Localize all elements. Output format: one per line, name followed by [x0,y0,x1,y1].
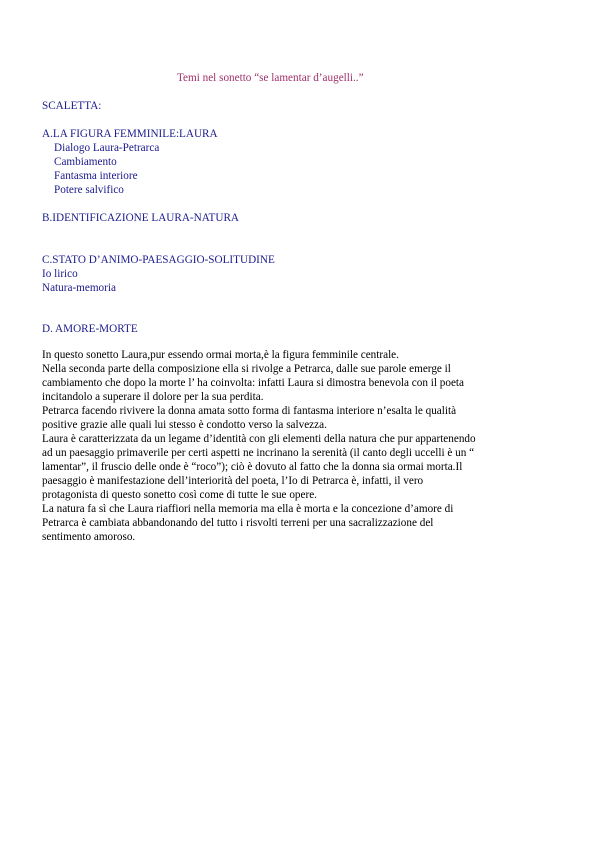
body-line: cambiamento che dopo la morte l’ ha coinvolta: infatti Laura si dimostra benevola con il poeta [42,377,464,389]
section-a-item: Potere salvifico [54,184,124,196]
body-line: positive grazie alle quali lui stesso è condotto verso la salvezza. [42,419,327,431]
body-line: Petrarca facendo rivivere la donna amata sotto forma di fantasma interiore n’esalta le qualità [42,405,457,417]
section-d-heading: D. AMORE-MORTE [42,323,138,335]
section-c-item: Io lirico [42,268,78,280]
body-line: In questo sonetto Laura,pur essendo ormai morta,è la figura femminile centrale. [42,349,399,361]
section-a-item: Cambiamento [54,156,117,168]
body-line: La natura fa sì che Laura riaffiori nella memoria ma ella è morta e la concezione d’amore di [42,503,454,515]
section-a-heading: A.LA FIGURA FEMMINILE:LAURA [42,128,218,140]
section-b-heading: B.IDENTIFICAZIONE LAURA-NATURA [42,212,240,224]
body-line: incitandolo a superare il dolore per la sua perdita. [42,391,264,403]
body-line: paesaggio è manifestazione dell’interiorità del poeta, l’Io di Petrarca è, infatti, il vero [42,475,424,487]
outline-heading: SCALETTA: [42,100,102,112]
body-line: protagonista di questo sonetto così come di tutte le sue opere. [42,489,317,501]
section-c-heading: C.STATO D’ANIMO-PAESAGGIO-SOLITUDINE [42,254,275,266]
body-line: ad un paesaggio primaverile per certi aspetti ne incrinano la serenità (il canto degli uccelli è un “ [42,447,475,459]
body-line: lamentar”, il fruscio delle onde è “roco”); ciò è dovuto al fatto che la donna sia ormai morta.Il [42,461,463,473]
section-c-item: Natura-memoria [42,282,116,294]
section-a-item: Fantasma interiore [54,170,138,182]
body-line: sentimento amoroso. [42,531,136,543]
body-line: Nella seconda parte della composizione ella si rivolge a Petrarca, dalle sue parole emerge il [42,363,451,375]
body-paragraph [42,348,512,544]
document-title: Temi nel sonetto “se lamentar d’augelli..” [177,72,364,84]
body-line: Laura è caratterizzata da un legame d’identità con gli elementi della natura che pur appartenendo [42,433,476,445]
section-a-item: Dialogo Laura-Petrarca [54,142,160,154]
body-line: Petrarca è cambiata abbandonando del tutto i risvolti terreni per una sacralizzazione del [42,517,434,529]
